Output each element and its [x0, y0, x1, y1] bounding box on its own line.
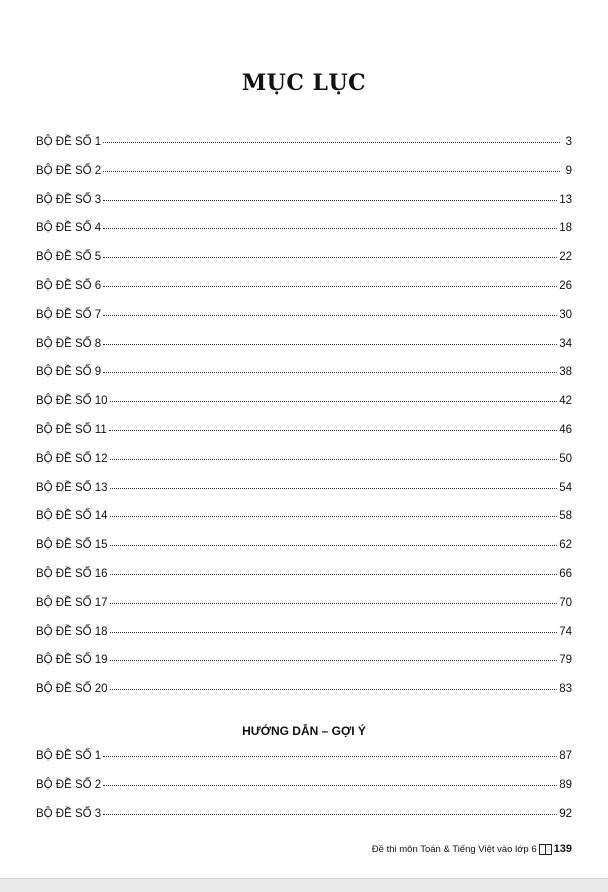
toc-entry-page: 62	[559, 539, 572, 552]
section-heading: HƯỚNG DẪN – GỢI Ý	[242, 724, 366, 738]
toc-entry[interactable]	[36, 222, 572, 251]
toc-entry-label: BỘ ĐỀ SỐ 1	[36, 136, 102, 148]
dot-leader	[110, 574, 558, 575]
toc-entry-page: 92	[559, 807, 572, 820]
toc-entry[interactable]	[36, 309, 572, 338]
toc-entry[interactable]	[36, 510, 572, 539]
toc-entry-label: BỘ ĐỀ SỐ 10	[36, 395, 108, 408]
toc-entry-page: 46	[559, 423, 572, 436]
toc-entry-page: 42	[559, 395, 572, 408]
dot-leader	[103, 372, 557, 373]
toc-entry[interactable]	[36, 395, 572, 424]
toc-entry-page: 79	[559, 654, 572, 667]
footer-text: Đề thi môn Toán & Tiếng Việt vào lớp 6	[371, 843, 537, 855]
toc-entry[interactable]	[36, 626, 572, 655]
toc-entry-page: 66	[559, 567, 572, 580]
dot-leader	[110, 632, 558, 633]
toc-entry[interactable]	[36, 136, 572, 165]
toc-entry-page: 22	[559, 251, 572, 264]
dot-leader	[103, 315, 557, 316]
toc-entry-label: BỘ ĐỀ SỐ 3	[36, 193, 102, 206]
toc-entry-page: 74	[559, 625, 572, 638]
toc-entry[interactable]	[36, 654, 572, 683]
toc-entry-page: 54	[559, 481, 572, 494]
dot-leader	[110, 488, 558, 489]
toc-entry-page: 83	[559, 683, 572, 696]
toc-entry-page: 70	[559, 596, 572, 609]
toc-entry-page: 89	[559, 778, 572, 791]
toc-entry[interactable]	[36, 251, 572, 280]
toc-entry-label: BỘ ĐỀ SỐ 1	[36, 750, 102, 762]
toc-entry[interactable]	[36, 194, 572, 223]
toc-entry-label: BỘ ĐỀ SỐ 2	[36, 778, 102, 791]
dot-leader	[103, 171, 560, 172]
toc-entry-label: BỘ ĐỀ SỐ 13	[36, 481, 108, 494]
toc-entry-label: BỘ ĐỀ SỐ 5	[36, 251, 102, 264]
toc-entry-label: BỘ ĐỀ SỐ 11	[36, 423, 107, 436]
toc-entry-page: 9	[565, 164, 572, 177]
dot-leader	[103, 200, 557, 201]
guide-table-of-contents	[36, 750, 572, 836]
toc-entry[interactable]	[36, 453, 572, 482]
toc-entry-page: 34	[559, 337, 572, 350]
toc-entry-label: BỘ ĐỀ SỐ 7	[36, 308, 102, 321]
dot-leader	[110, 545, 558, 546]
toc-entry-page: 30	[559, 308, 572, 321]
page-title: MỤC LỤC	[241, 70, 367, 96]
dot-leader	[103, 814, 557, 815]
toc-entry[interactable]	[36, 482, 572, 511]
toc-entry[interactable]	[36, 424, 572, 453]
toc-entry-label: BỘ ĐỀ SỐ 3	[36, 807, 102, 820]
book-icon	[539, 844, 552, 855]
toc-entry[interactable]	[36, 568, 572, 597]
dot-leader	[103, 756, 557, 757]
toc-entry-page: 50	[559, 452, 572, 465]
dot-leader	[103, 257, 557, 258]
table-of-contents	[36, 136, 572, 712]
toc-entry[interactable]	[36, 366, 572, 395]
toc-entry-label: BỘ ĐỀ SỐ 6	[36, 279, 102, 292]
toc-entry-label: BỘ ĐỀ SỐ 15	[36, 539, 108, 552]
dot-leader	[103, 286, 557, 287]
toc-entry-label: BỘ ĐỀ SỐ 18	[36, 625, 108, 638]
dot-leader	[103, 142, 560, 143]
viewer-bottom-edge	[0, 878, 608, 892]
toc-entry-page: 26	[559, 279, 572, 292]
toc-entry-page: 58	[559, 510, 572, 523]
toc-entry-page: 18	[559, 222, 572, 235]
dot-leader	[110, 516, 558, 517]
toc-entry-page: 87	[559, 750, 572, 762]
toc-entry-label: BỘ ĐỀ SỐ 20	[36, 683, 108, 696]
toc-entry-label: BỘ ĐỀ SỐ 2	[36, 164, 102, 177]
dot-leader	[103, 344, 557, 345]
toc-entry-page: 13	[559, 193, 572, 206]
toc-entry-label: BỘ ĐỀ SỐ 14	[36, 510, 108, 523]
dot-leader	[103, 785, 557, 786]
toc-entry-label: BỘ ĐỀ SỐ 17	[36, 596, 108, 609]
dot-leader	[110, 689, 558, 690]
toc-entry-label: BỘ ĐỀ SỐ 9	[36, 366, 102, 379]
dot-leader	[110, 660, 558, 661]
toc-entry-label: BỘ ĐỀ SỐ 19	[36, 654, 108, 667]
toc-entry[interactable]	[36, 750, 572, 779]
toc-entry[interactable]	[36, 338, 572, 367]
toc-entry[interactable]	[36, 808, 572, 837]
toc-entry-label: BỘ ĐỀ SỐ 4	[36, 222, 102, 235]
toc-entry-label: BỘ ĐỀ SỐ 16	[36, 567, 108, 580]
toc-entry[interactable]	[36, 539, 572, 568]
toc-entry-page: 38	[559, 366, 572, 379]
toc-entry[interactable]	[36, 779, 572, 808]
dot-leader	[110, 401, 558, 402]
toc-entry-page: 3	[565, 136, 572, 148]
dot-leader	[109, 430, 557, 431]
toc-entry[interactable]	[36, 683, 572, 712]
dot-leader	[103, 228, 557, 229]
dot-leader	[110, 459, 558, 460]
toc-entry-label: BỘ ĐỀ SỐ 8	[36, 337, 102, 350]
dot-leader	[110, 603, 558, 604]
toc-entry[interactable]	[36, 280, 572, 309]
toc-entry[interactable]	[36, 597, 572, 626]
page-footer	[372, 843, 572, 855]
footer-page-number: 139	[553, 843, 572, 855]
toc-entry[interactable]	[36, 165, 572, 194]
toc-entry-label: BỘ ĐỀ SỐ 12	[36, 452, 108, 465]
